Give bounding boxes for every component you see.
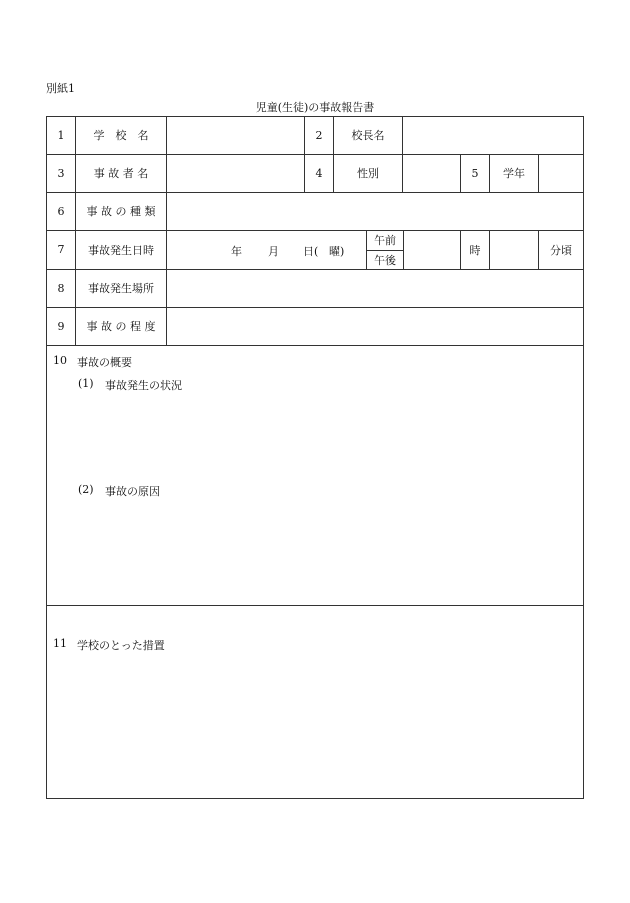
school-name-field[interactable] xyxy=(167,117,304,153)
weekday-unit: 曜) xyxy=(329,245,345,258)
accident-type-label: 事 故 の 種 類 xyxy=(86,205,156,218)
row2-number: 2 xyxy=(315,128,323,142)
pm-option[interactable]: 午後 xyxy=(374,254,396,267)
row7-number: 7 xyxy=(57,243,65,256)
accident-type-field[interactable] xyxy=(167,193,583,229)
accident-datetime-label: 事故発生日時 xyxy=(88,243,154,257)
am-option[interactable]: 午前 xyxy=(374,234,396,247)
grade-label: 学年 xyxy=(503,167,525,180)
minute-field[interactable] xyxy=(490,231,538,268)
day-unit: 日( xyxy=(303,245,319,258)
row9-number: 9 xyxy=(57,319,65,333)
accident-location-field[interactable] xyxy=(167,270,583,306)
accident-location-label: 事故発生場所 xyxy=(88,282,154,295)
hour-unit: 時 xyxy=(469,243,481,257)
circumstances-heading: 事故発生の状況 xyxy=(105,379,182,392)
circumstances-number: (1) xyxy=(78,377,94,390)
cause-heading: 事故の原因 xyxy=(105,485,160,498)
minute-unit: 分頃 xyxy=(550,243,572,257)
grade-field[interactable] xyxy=(539,155,583,191)
gender-label: 性別 xyxy=(357,167,379,180)
principal-name-field[interactable] xyxy=(403,117,583,153)
measures-heading: 学校のとった措置 xyxy=(77,639,165,652)
row5-number: 5 xyxy=(471,166,479,180)
row1-number: 1 xyxy=(57,128,65,142)
row8-number: 8 xyxy=(57,281,65,295)
attachment-label: 別紙1 xyxy=(46,82,75,95)
school-measures-section[interactable] xyxy=(47,606,583,798)
cause-number: (2) xyxy=(78,483,94,496)
row3-number: 3 xyxy=(57,166,65,180)
accident-severity-field[interactable] xyxy=(167,308,583,344)
accident-severity-label: 事 故 の 程 度 xyxy=(86,320,156,333)
hour-field[interactable] xyxy=(404,231,460,268)
victim-name-field[interactable] xyxy=(167,155,304,191)
year-unit: 年 xyxy=(231,245,242,258)
row4-number: 4 xyxy=(315,166,323,180)
overview-heading: 事故の概要 xyxy=(77,356,132,369)
page-title: 児童(生徒)の事故報告書 xyxy=(255,101,375,114)
row6-number: 6 xyxy=(57,204,65,218)
measures-number: 11 xyxy=(53,637,67,650)
gender-field[interactable] xyxy=(403,155,460,191)
school-name-label: 学 校 名 xyxy=(93,129,149,142)
accident-overview-section[interactable] xyxy=(47,346,583,605)
accident-date-field[interactable] xyxy=(167,231,366,268)
victim-name-label: 事 故 者 名 xyxy=(93,167,149,180)
principal-name-label: 校長名 xyxy=(351,129,385,142)
month-unit: 月 xyxy=(268,245,279,258)
overview-number: 10 xyxy=(53,354,67,367)
